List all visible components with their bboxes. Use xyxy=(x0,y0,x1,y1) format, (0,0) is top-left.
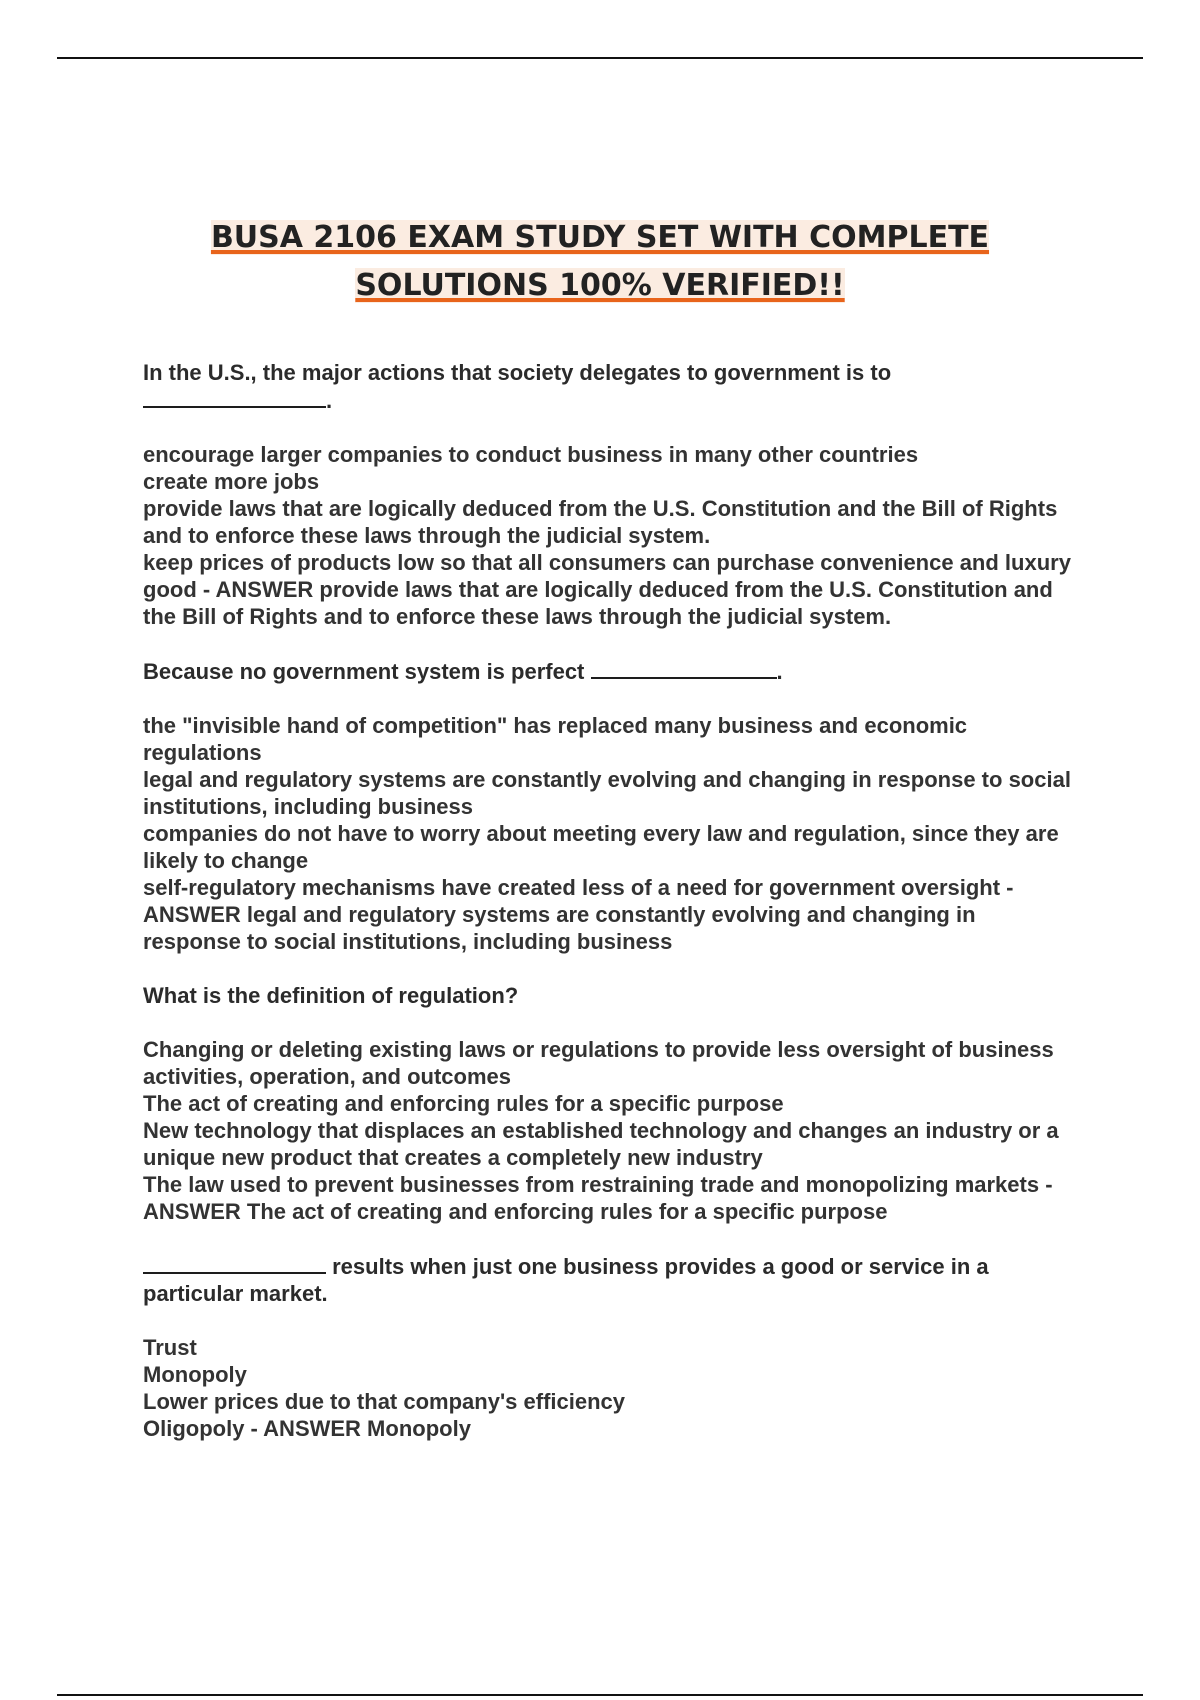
bottom-rule xyxy=(57,1694,1143,1696)
option-item: Lower prices due to that company's efficiency xyxy=(143,1389,626,1414)
document-title xyxy=(150,214,1050,310)
answer-options xyxy=(143,1334,1073,1442)
option-item: companies do not have to worry about meeting every law and regulation, since they are likely to change xyxy=(143,821,1059,873)
prompt-end: . xyxy=(326,388,333,413)
question-list xyxy=(143,359,1073,1442)
option-item: The law used to prevent businesses from restraining trade and monopolizing markets - ANSWER The act of creating and enforcing rules for a specific purpose xyxy=(143,1172,1053,1224)
question-prompt xyxy=(143,657,1073,685)
prompt-text: Because no government system is perfect xyxy=(143,659,585,684)
option-item: The act of creating and enforcing rules for a specific purpose xyxy=(143,1091,784,1116)
answer-blank xyxy=(143,1252,326,1274)
option-item: Trust xyxy=(143,1335,197,1360)
option-item: Changing or deleting existing laws or regulations to provide less oversight of business activities, operation, and outcomes xyxy=(143,1037,1054,1089)
option-item: create more jobs xyxy=(143,469,320,494)
option-item: Oligopoly - ANSWER Monopoly xyxy=(143,1416,471,1441)
question-prompt xyxy=(143,1252,1073,1307)
answer-blank xyxy=(143,386,326,408)
question-prompt: What is the definition of regulation? xyxy=(143,983,519,1008)
option-item: keep prices of products low so that all consumers can purchase convenience and luxury good - ANSWER provide laws that are logically deduced from the U.S. Constitution and the Bill of Rights and to enforce these laws through the judicial system. xyxy=(143,550,1071,629)
option-item: provide laws that are logically deduced from the U.S. Constitution and the Bill of Rights and to enforce these laws through the judicial system. xyxy=(143,496,1058,548)
answer-options xyxy=(143,1036,1073,1225)
prompt-text: In the U.S., the major actions that society delegates to government is to xyxy=(143,360,892,385)
title-line-1: BUSA 2106 EXAM STUDY SET WITH COMPLETE xyxy=(210,220,990,255)
option-item: the "invisible hand of competition" has replaced many business and economic regulations xyxy=(143,713,968,765)
question-prompt xyxy=(143,359,1073,414)
option-item: New technology that displaces an established technology and changes an industry or a unique new product that creates a completely new industry xyxy=(143,1118,1059,1170)
top-rule xyxy=(57,57,1143,59)
answer-blank xyxy=(591,657,777,679)
option-item: legal and regulatory systems are constantly evolving and changing in response to social institutions, including business xyxy=(143,767,1071,819)
option-item: Monopoly xyxy=(143,1362,247,1387)
title-line-2: SOLUTIONS 100% VERIFIED!! xyxy=(355,268,845,303)
answer-options xyxy=(143,712,1073,955)
prompt-text: results when just one business provides a good or service in a particular market. xyxy=(143,1254,989,1306)
answer-options xyxy=(143,441,1073,630)
prompt-end: . xyxy=(776,659,783,684)
option-item: encourage larger companies to conduct business in many other countries xyxy=(143,442,919,467)
option-item: self-regulatory mechanisms have created less of a need for government oversight - ANSWER legal and regulatory systems are constantly evolving and changing in response to social institutions, including business xyxy=(143,875,1014,954)
